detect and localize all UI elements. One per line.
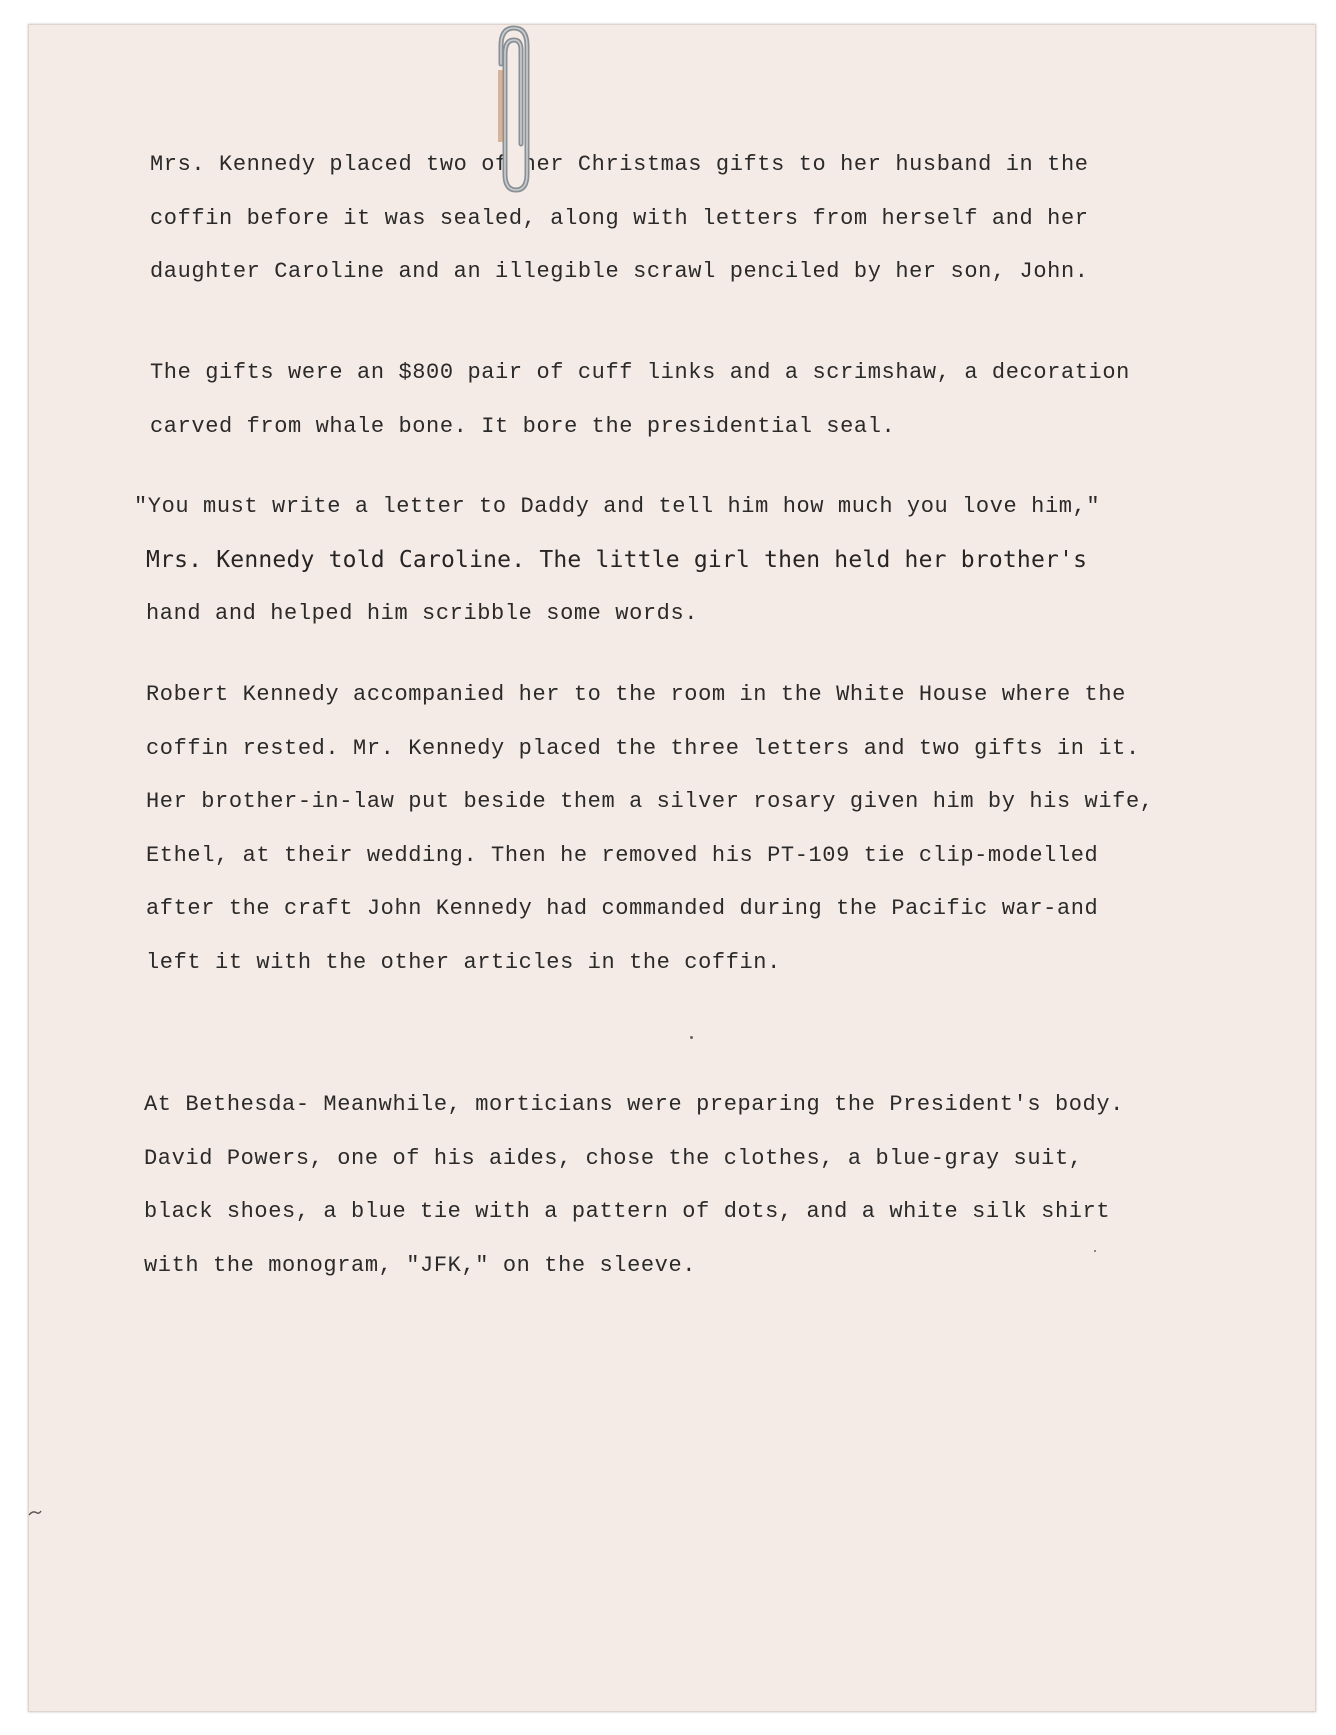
paragraph-bethesda	[144, 1078, 1124, 1292]
text-line: Mrs. Kennedy told Caroline. The little girl then held her brother's	[146, 546, 1088, 573]
paper-speck	[1094, 1250, 1096, 1252]
text-line: coffin before it was sealed, along with letters from herself and her	[150, 205, 1089, 231]
text-line: hand and helped him scribble some words.	[146, 601, 699, 626]
text-line: Ethel, at their wedding. Then he removed his PT-109 tie clip-modelled	[146, 842, 1099, 868]
text-line: left it with the other articles in the coffin.	[146, 949, 781, 975]
paper-speck	[690, 1036, 693, 1039]
paragraph-gift-description	[150, 346, 1130, 453]
paragraph-robert-kennedy	[146, 668, 1154, 989]
text-line: daughter Caroline and an illegible scrawl penciled by her son, John.	[150, 259, 1089, 284]
text-line: black shoes, a blue tie with a pattern of dots, and a white silk shirt	[144, 1199, 1111, 1224]
text-line: carved from whale bone. It bore the presidential seal.	[150, 413, 896, 439]
text-line: "You must write a letter to Daddy and tell him how much you love him,"	[134, 494, 1101, 519]
paragraph-letter-to-daddy	[134, 480, 1100, 641]
text-line: David Powers, one of his aides, chose the clothes, a blue-gray suit,	[144, 1145, 1083, 1171]
paragraph-christmas-gifts	[150, 138, 1089, 299]
text-line: Her brother-in-law put beside them a silver rosary given him by his wife,	[146, 789, 1154, 814]
text-line: after the craft John Kennedy had commanded during the Pacific war-and	[146, 896, 1099, 921]
text-line: with the monogram, "JFK," on the sleeve.	[144, 1252, 697, 1278]
text-line: Robert Kennedy accompanied her to the room in the White House where the	[146, 682, 1126, 707]
text-line: Mrs. Kennedy placed two of her Christmas gifts to her husband in the	[150, 152, 1089, 177]
text-line: coffin rested. Mr. Kennedy placed the three letters and two gifts in it.	[146, 735, 1140, 761]
paperclip-icon	[481, 24, 547, 194]
text-line: At Bethesda- Meanwhile, morticians were preparing the President's body.	[144, 1092, 1124, 1117]
margin-pencil-mark	[28, 1508, 42, 1518]
typed-page	[28, 24, 1316, 1712]
text-line: The gifts were an $800 pair of cuff links and a scrimshaw, a decoration	[150, 360, 1130, 385]
